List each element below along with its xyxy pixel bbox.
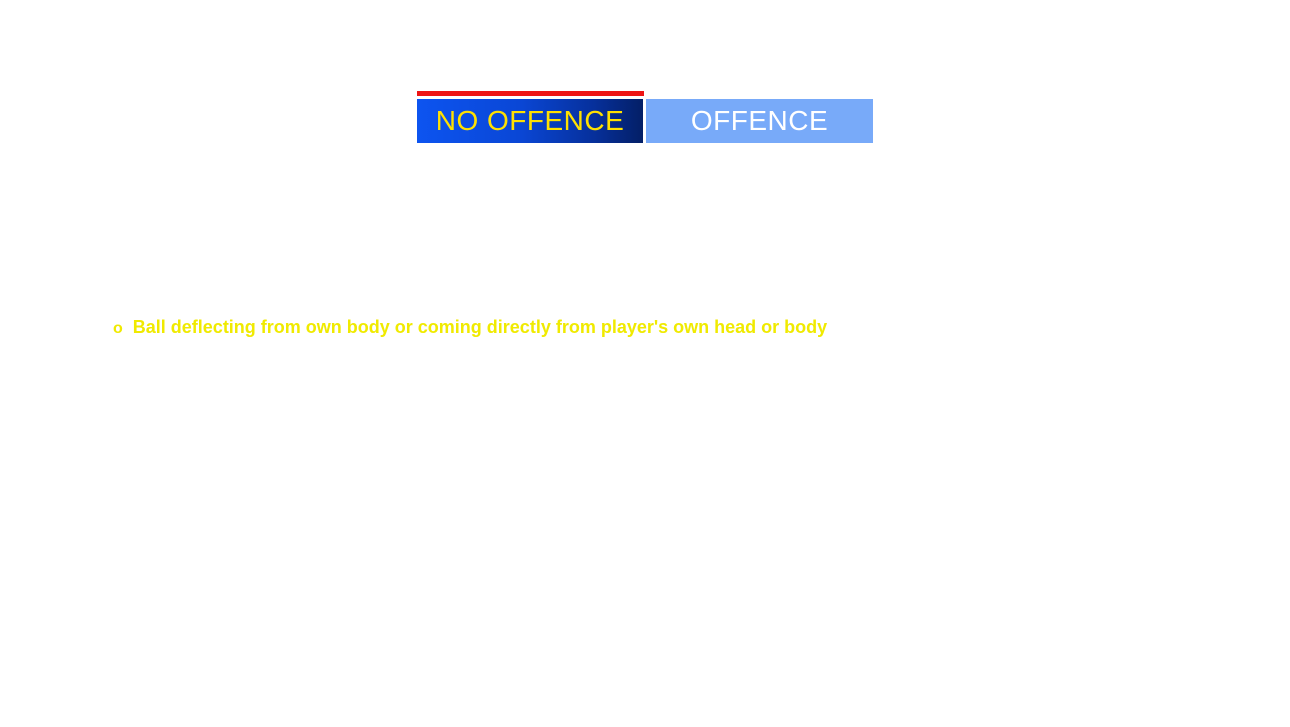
bullet-item xyxy=(113,317,827,338)
tab-offence[interactable] xyxy=(646,99,873,143)
tab-no-offence[interactable] xyxy=(417,99,643,143)
bullet-text: Ball deflecting from own body or coming directly from player's own head or body xyxy=(132,317,828,337)
bullet-marker: o xyxy=(113,320,123,337)
tab-offence-label: OFFENCE xyxy=(690,105,829,136)
active-tab-indicator xyxy=(417,91,644,96)
tab-no-offence-label: NO OFFENCE xyxy=(435,105,625,136)
